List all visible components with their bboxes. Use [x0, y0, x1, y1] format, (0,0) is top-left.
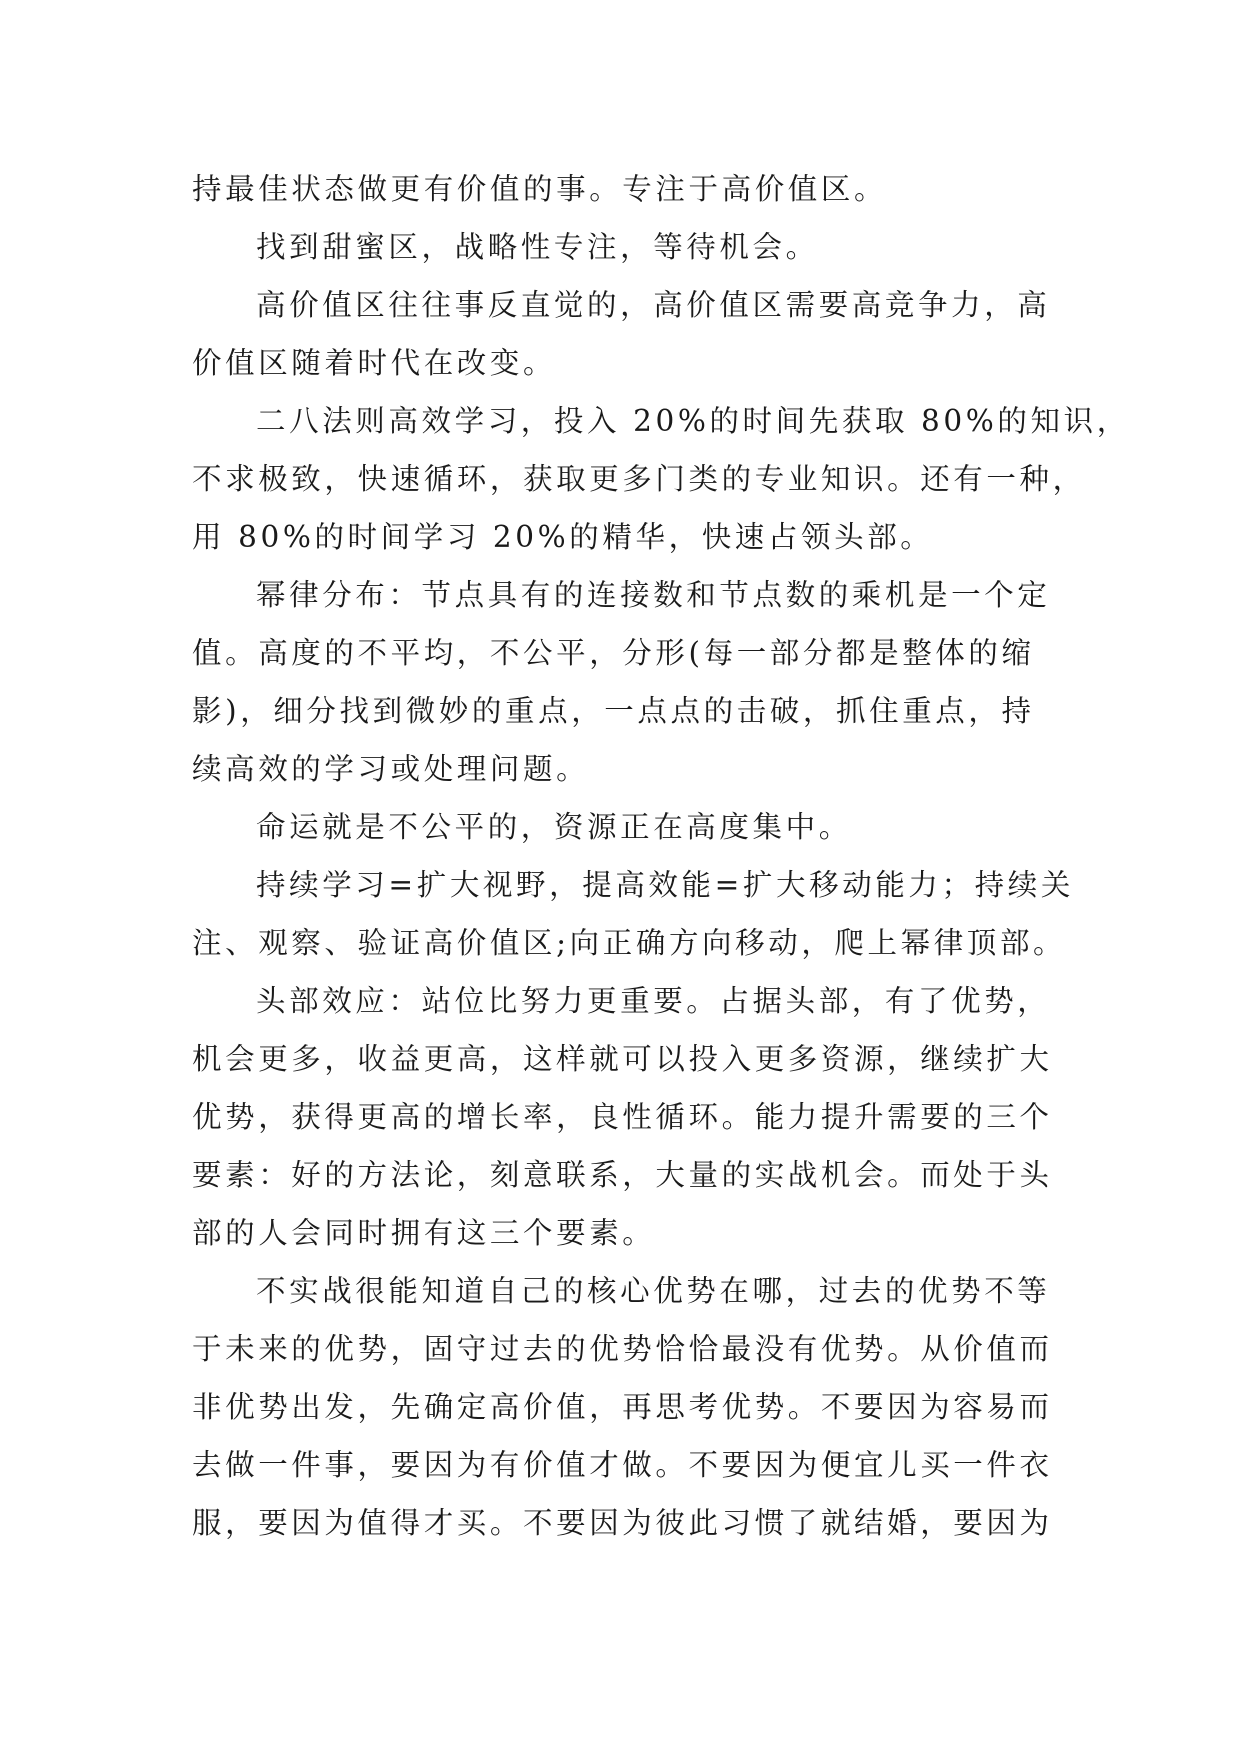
text-line-15: 头部效应：站位比努力更重要。占据头部，有了优势， [256, 984, 1051, 1018]
text-line-13: 持续学习=扩大视野，提高效能=扩大移动能力；持续关 [256, 868, 1074, 902]
text-line-8: 幂律分布：节点具有的连接数和节点数的乘机是一个定 [256, 578, 1051, 612]
text-line-23: 去做一件事，要因为有价值才做。不要因为便宜儿买一件衣 [192, 1448, 1053, 1482]
text-line-19: 部的人会同时拥有这三个要素。 [192, 1216, 656, 1250]
text-line-10: 影)，细分找到微妙的重点，一点点的击破，抓住重点，持 [192, 694, 1035, 728]
text-line-1: 持最佳状态做更有价值的事。专注于高价值区。 [192, 172, 888, 206]
text-line-5: 二八法则高效学习，投入 20%的时间先获取 80%的知识， [256, 404, 1130, 438]
text-line-2: 找到甜蜜区，战略性专注，等待机会。 [256, 230, 819, 264]
text-line-14: 注、观察、验证高价值区;向正确方向移动，爬上幂律顶部。 [192, 926, 1067, 960]
text-line-12: 命运就是不公平的，资源正在高度集中。 [256, 810, 852, 844]
text-line-16: 机会更多，收益更高，这样就可以投入更多资源，继续扩大 [192, 1042, 1053, 1076]
text-line-6: 不求极致，快速循环，获取更多门类的专业知识。还有一种， [192, 462, 1086, 496]
text-line-20: 不实战很能知道自己的核心优势在哪，过去的优势不等 [256, 1274, 1051, 1308]
text-line-22: 非优势出发，先确定高价值，再思考优势。不要因为容易而 [192, 1390, 1053, 1424]
document-body [192, 160, 1130, 1552]
text-line-3: 高价值区往往事反直觉的，高价值区需要高竞争力，高 [256, 288, 1051, 322]
text-line-17: 优势，获得更高的增长率，良性循环。能力提升需要的三个 [192, 1100, 1053, 1134]
text-line-24: 服，要因为值得才买。不要因为彼此习惯了就结婚，要因为 [192, 1506, 1053, 1540]
text-line-21: 于未来的优势，固守过去的优势恰恰最没有优势。从价值而 [192, 1332, 1053, 1366]
text-line-18: 要素：好的方法论，刻意联系，大量的实战机会。而处于头 [192, 1158, 1053, 1192]
text-line-9: 值。高度的不平均，不公平，分形(每一部分都是整体的缩 [192, 636, 1035, 670]
text-line-11: 续高效的学习或处理问题。 [192, 752, 590, 786]
text-line-7: 用 80%的时间学习 20%的精华，快速占领头部。 [192, 520, 934, 554]
text-line-4: 价值区随着时代在改变。 [192, 346, 557, 380]
